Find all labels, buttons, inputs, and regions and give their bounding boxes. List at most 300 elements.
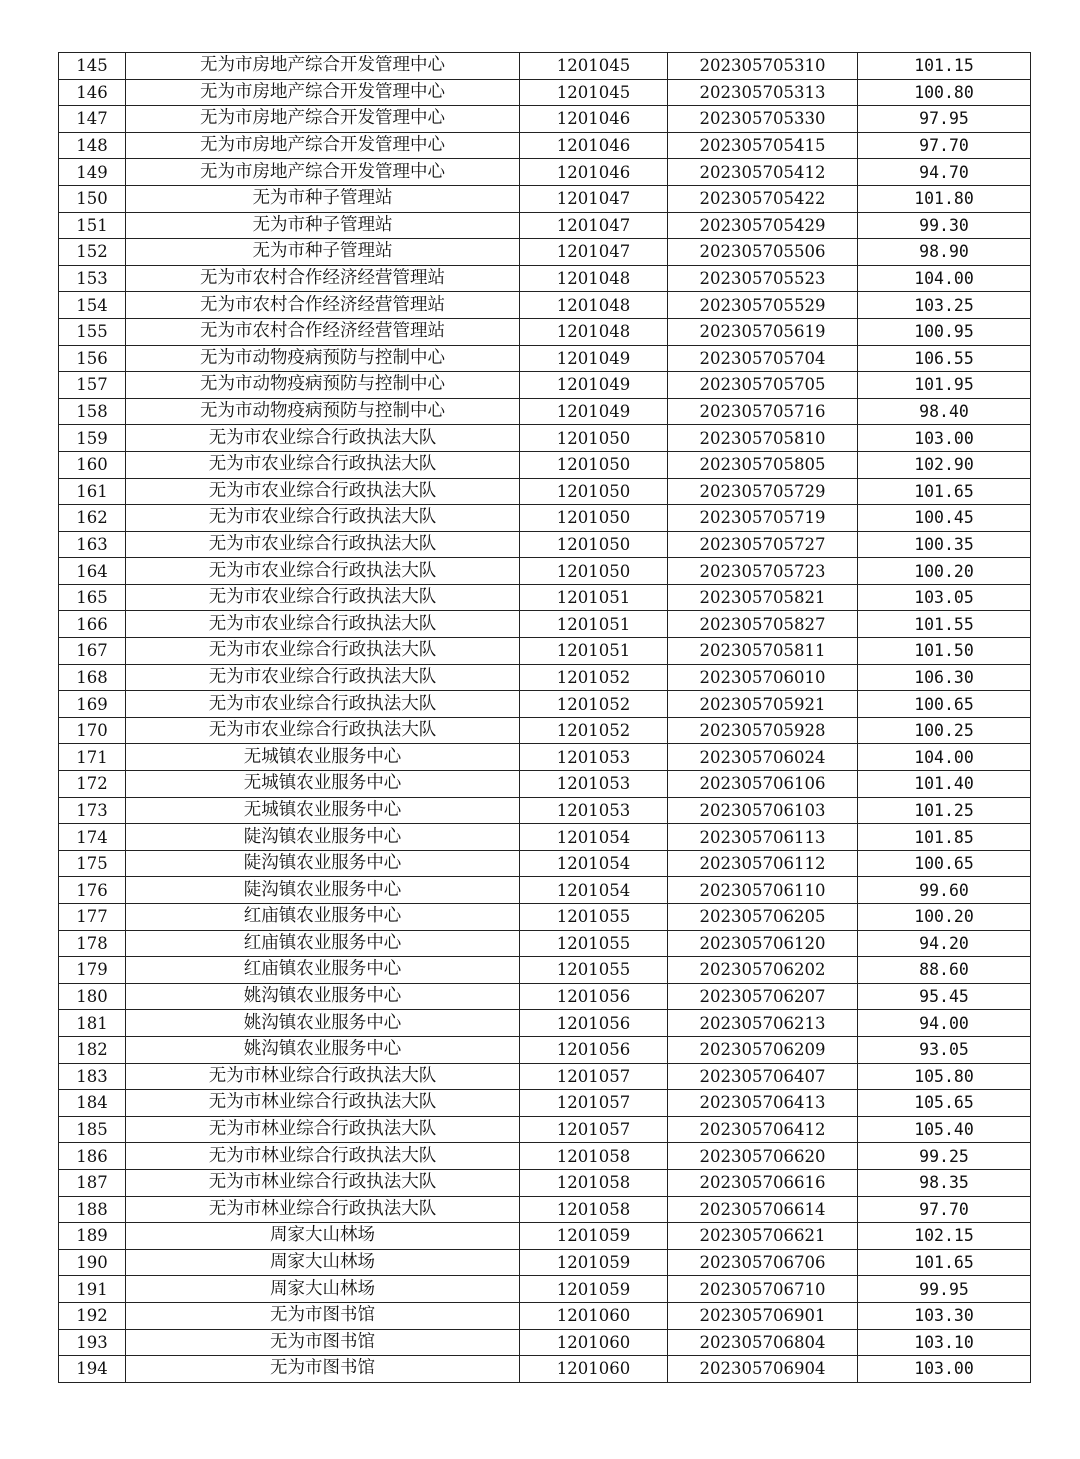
row-number-cell: 146 (59, 79, 126, 106)
position-code-cell: 1201059 (520, 1249, 668, 1276)
exam-number-cell: 202305706112 (668, 850, 858, 877)
unit-name-cell: 周家大山林场 (126, 1276, 520, 1303)
table-row (59, 904, 1031, 931)
table-row (59, 558, 1031, 585)
unit-name-cell: 无为市房地产综合开发管理中心 (126, 159, 520, 186)
exam-number-cell: 202305705310 (668, 53, 858, 80)
exam-number-cell: 202305705412 (668, 159, 858, 186)
unit-name-cell: 无为市农业综合行政执法大队 (126, 664, 520, 691)
table-row (59, 1302, 1031, 1329)
results-table-body (59, 53, 1031, 1383)
unit-name-cell: 陡沟镇农业服务中心 (126, 824, 520, 851)
exam-number-cell: 202305705716 (668, 398, 858, 425)
table-row (59, 132, 1031, 159)
table-row (59, 1249, 1031, 1276)
table-row (59, 983, 1031, 1010)
position-code-cell: 1201050 (520, 478, 668, 505)
score-cell: 93.05 (858, 1036, 1031, 1063)
exam-number-cell: 202305706616 (668, 1169, 858, 1196)
unit-name-cell: 无为市农村合作经济经营管理站 (126, 292, 520, 319)
unit-name-cell: 红庙镇农业服务中心 (126, 904, 520, 931)
unit-name-cell: 无为市农业综合行政执法大队 (126, 611, 520, 638)
table-row (59, 824, 1031, 851)
table-row (59, 1090, 1031, 1117)
position-code-cell: 1201054 (520, 824, 668, 851)
position-code-cell: 1201048 (520, 265, 668, 292)
position-code-cell: 1201057 (520, 1116, 668, 1143)
score-cell: 101.50 (858, 638, 1031, 665)
unit-name-cell: 无为市房地产综合开发管理中心 (126, 53, 520, 80)
unit-name-cell: 无为市林业综合行政执法大队 (126, 1063, 520, 1090)
table-row (59, 425, 1031, 452)
score-cell: 103.30 (858, 1302, 1031, 1329)
unit-name-cell: 无为市农业综合行政执法大队 (126, 451, 520, 478)
exam-number-cell: 202305705506 (668, 239, 858, 266)
score-cell: 101.40 (858, 771, 1031, 798)
row-number-cell: 161 (59, 478, 126, 505)
table-row (59, 1169, 1031, 1196)
row-number-cell: 169 (59, 691, 126, 718)
score-cell: 99.95 (858, 1276, 1031, 1303)
exam-number-cell: 202305705928 (668, 717, 858, 744)
row-number-cell: 147 (59, 106, 126, 133)
table-row (59, 185, 1031, 212)
position-code-cell: 1201052 (520, 717, 668, 744)
position-code-cell: 1201050 (520, 425, 668, 452)
exam-number-cell: 202305705727 (668, 531, 858, 558)
score-cell: 98.90 (858, 239, 1031, 266)
row-number-cell: 154 (59, 292, 126, 319)
row-number-cell: 163 (59, 531, 126, 558)
position-code-cell: 1201049 (520, 398, 668, 425)
score-cell: 100.20 (858, 904, 1031, 931)
position-code-cell: 1201058 (520, 1143, 668, 1170)
row-number-cell: 190 (59, 1249, 126, 1276)
unit-name-cell: 无为市林业综合行政执法大队 (126, 1196, 520, 1223)
exam-number-cell: 202305705704 (668, 345, 858, 372)
row-number-cell: 151 (59, 212, 126, 239)
unit-name-cell: 无为市农业综合行政执法大队 (126, 531, 520, 558)
row-number-cell: 148 (59, 132, 126, 159)
row-number-cell: 185 (59, 1116, 126, 1143)
table-row (59, 930, 1031, 957)
table-row (59, 531, 1031, 558)
table-row (59, 638, 1031, 665)
score-cell: 103.25 (858, 292, 1031, 319)
position-code-cell: 1201060 (520, 1329, 668, 1356)
exam-number-cell: 202305706120 (668, 930, 858, 957)
table-row (59, 1116, 1031, 1143)
row-number-cell: 166 (59, 611, 126, 638)
row-number-cell: 170 (59, 717, 126, 744)
score-cell: 98.40 (858, 398, 1031, 425)
unit-name-cell: 陡沟镇农业服务中心 (126, 850, 520, 877)
position-code-cell: 1201051 (520, 638, 668, 665)
score-cell: 97.70 (858, 132, 1031, 159)
row-number-cell: 181 (59, 1010, 126, 1037)
unit-name-cell: 无为市农业综合行政执法大队 (126, 505, 520, 532)
score-cell: 100.95 (858, 318, 1031, 345)
unit-name-cell: 无为市动物疫病预防与控制中心 (126, 372, 520, 399)
unit-name-cell: 无为市农业综合行政执法大队 (126, 558, 520, 585)
unit-name-cell: 无为市林业综合行政执法大队 (126, 1169, 520, 1196)
score-cell: 100.20 (858, 558, 1031, 585)
table-row (59, 212, 1031, 239)
position-code-cell: 1201051 (520, 611, 668, 638)
score-cell: 101.95 (858, 372, 1031, 399)
row-number-cell: 175 (59, 850, 126, 877)
unit-name-cell: 无为市农村合作经济经营管理站 (126, 265, 520, 292)
table-row (59, 1223, 1031, 1250)
score-cell: 104.00 (858, 265, 1031, 292)
table-row (59, 1329, 1031, 1356)
table-row (59, 1010, 1031, 1037)
unit-name-cell: 无为市林业综合行政执法大队 (126, 1090, 520, 1117)
exam-number-cell: 202305706202 (668, 957, 858, 984)
row-number-cell: 174 (59, 824, 126, 851)
position-code-cell: 1201047 (520, 239, 668, 266)
score-cell: 98.35 (858, 1169, 1031, 1196)
unit-name-cell: 红庙镇农业服务中心 (126, 957, 520, 984)
position-code-cell: 1201053 (520, 771, 668, 798)
exam-number-cell: 202305706010 (668, 664, 858, 691)
position-code-cell: 1201050 (520, 531, 668, 558)
score-cell: 94.20 (858, 930, 1031, 957)
unit-name-cell: 无为市动物疫病预防与控制中心 (126, 345, 520, 372)
position-code-cell: 1201052 (520, 691, 668, 718)
unit-name-cell: 无为市种子管理站 (126, 185, 520, 212)
row-number-cell: 157 (59, 372, 126, 399)
score-cell: 106.55 (858, 345, 1031, 372)
score-cell: 103.10 (858, 1329, 1031, 1356)
table-row (59, 1143, 1031, 1170)
table-row (59, 505, 1031, 532)
unit-name-cell: 无为市农业综合行政执法大队 (126, 638, 520, 665)
unit-name-cell: 无为市林业综合行政执法大队 (126, 1143, 520, 1170)
exam-number-cell: 202305706205 (668, 904, 858, 931)
unit-name-cell: 无为市房地产综合开发管理中心 (126, 106, 520, 133)
results-table (58, 52, 1031, 1383)
unit-name-cell: 姚沟镇农业服务中心 (126, 983, 520, 1010)
exam-number-cell: 202305706103 (668, 797, 858, 824)
exam-number-cell: 202305706621 (668, 1223, 858, 1250)
unit-name-cell: 周家大山林场 (126, 1249, 520, 1276)
score-cell: 106.30 (858, 664, 1031, 691)
exam-number-cell: 202305706209 (668, 1036, 858, 1063)
exam-number-cell: 202305705619 (668, 318, 858, 345)
table-row (59, 265, 1031, 292)
unit-name-cell: 无城镇农业服务中心 (126, 744, 520, 771)
unit-name-cell: 无为市农业综合行政执法大队 (126, 717, 520, 744)
exam-number-cell: 202305705330 (668, 106, 858, 133)
score-cell: 94.70 (858, 159, 1031, 186)
score-cell: 99.60 (858, 877, 1031, 904)
unit-name-cell: 无为市房地产综合开发管理中心 (126, 132, 520, 159)
table-row (59, 372, 1031, 399)
score-cell: 97.95 (858, 106, 1031, 133)
row-number-cell: 149 (59, 159, 126, 186)
row-number-cell: 171 (59, 744, 126, 771)
row-number-cell: 194 (59, 1356, 126, 1383)
unit-name-cell: 陡沟镇农业服务中心 (126, 877, 520, 904)
table-row (59, 478, 1031, 505)
position-code-cell: 1201055 (520, 930, 668, 957)
score-cell: 101.65 (858, 478, 1031, 505)
table-row (59, 797, 1031, 824)
score-cell: 88.60 (858, 957, 1031, 984)
unit-name-cell: 无为市房地产综合开发管理中心 (126, 79, 520, 106)
position-code-cell: 1201058 (520, 1196, 668, 1223)
position-code-cell: 1201050 (520, 451, 668, 478)
unit-name-cell: 无为市种子管理站 (126, 239, 520, 266)
exam-number-cell: 202305706804 (668, 1329, 858, 1356)
table-row (59, 877, 1031, 904)
position-code-cell: 1201050 (520, 558, 668, 585)
exam-number-cell: 202305705729 (668, 478, 858, 505)
table-row (59, 1356, 1031, 1383)
row-number-cell: 183 (59, 1063, 126, 1090)
exam-number-cell: 202305706614 (668, 1196, 858, 1223)
unit-name-cell: 无为市农业综合行政执法大队 (126, 478, 520, 505)
table-row (59, 451, 1031, 478)
position-code-cell: 1201046 (520, 132, 668, 159)
table-row (59, 691, 1031, 718)
position-code-cell: 1201056 (520, 1036, 668, 1063)
unit-name-cell: 无为市图书馆 (126, 1329, 520, 1356)
table-row (59, 398, 1031, 425)
exam-number-cell: 202305705719 (668, 505, 858, 532)
position-code-cell: 1201060 (520, 1302, 668, 1329)
unit-name-cell: 无为市农业综合行政执法大队 (126, 691, 520, 718)
row-number-cell: 187 (59, 1169, 126, 1196)
exam-number-cell: 202305706901 (668, 1302, 858, 1329)
exam-number-cell: 202305706207 (668, 983, 858, 1010)
row-number-cell: 150 (59, 185, 126, 212)
row-number-cell: 189 (59, 1223, 126, 1250)
score-cell: 101.80 (858, 185, 1031, 212)
table-row (59, 1063, 1031, 1090)
table-row (59, 239, 1031, 266)
unit-name-cell: 姚沟镇农业服务中心 (126, 1036, 520, 1063)
position-code-cell: 1201057 (520, 1090, 668, 1117)
row-number-cell: 165 (59, 584, 126, 611)
exam-number-cell: 202305706407 (668, 1063, 858, 1090)
unit-name-cell: 无为市农业综合行政执法大队 (126, 584, 520, 611)
unit-name-cell: 红庙镇农业服务中心 (126, 930, 520, 957)
table-row (59, 318, 1031, 345)
exam-number-cell: 202305705529 (668, 292, 858, 319)
row-number-cell: 180 (59, 983, 126, 1010)
exam-number-cell: 202305705313 (668, 79, 858, 106)
table-row (59, 159, 1031, 186)
score-cell: 97.70 (858, 1196, 1031, 1223)
row-number-cell: 164 (59, 558, 126, 585)
score-cell: 105.65 (858, 1090, 1031, 1117)
position-code-cell: 1201054 (520, 850, 668, 877)
position-code-cell: 1201045 (520, 79, 668, 106)
score-cell: 104.00 (858, 744, 1031, 771)
row-number-cell: 152 (59, 239, 126, 266)
score-cell: 103.00 (858, 425, 1031, 452)
row-number-cell: 168 (59, 664, 126, 691)
score-cell: 101.25 (858, 797, 1031, 824)
score-cell: 105.80 (858, 1063, 1031, 1090)
exam-number-cell: 202305706706 (668, 1249, 858, 1276)
row-number-cell: 156 (59, 345, 126, 372)
row-number-cell: 159 (59, 425, 126, 452)
row-number-cell: 160 (59, 451, 126, 478)
score-cell: 100.25 (858, 717, 1031, 744)
position-code-cell: 1201048 (520, 292, 668, 319)
position-code-cell: 1201051 (520, 584, 668, 611)
exam-number-cell: 202305706710 (668, 1276, 858, 1303)
score-cell: 94.00 (858, 1010, 1031, 1037)
unit-name-cell: 姚沟镇农业服务中心 (126, 1010, 520, 1037)
exam-number-cell: 202305706412 (668, 1116, 858, 1143)
unit-name-cell: 无为市林业综合行政执法大队 (126, 1116, 520, 1143)
row-number-cell: 179 (59, 957, 126, 984)
row-number-cell: 145 (59, 53, 126, 80)
unit-name-cell: 无为市动物疫病预防与控制中心 (126, 398, 520, 425)
table-row (59, 584, 1031, 611)
position-code-cell: 1201045 (520, 53, 668, 80)
exam-number-cell: 202305705429 (668, 212, 858, 239)
exam-number-cell: 202305705523 (668, 265, 858, 292)
position-code-cell: 1201054 (520, 877, 668, 904)
exam-number-cell: 202305705921 (668, 691, 858, 718)
exam-number-cell: 202305706106 (668, 771, 858, 798)
exam-number-cell: 202305705422 (668, 185, 858, 212)
unit-name-cell: 周家大山林场 (126, 1223, 520, 1250)
position-code-cell: 1201055 (520, 957, 668, 984)
score-cell: 100.45 (858, 505, 1031, 532)
score-cell: 102.15 (858, 1223, 1031, 1250)
position-code-cell: 1201046 (520, 159, 668, 186)
exam-number-cell: 202305705805 (668, 451, 858, 478)
position-code-cell: 1201059 (520, 1223, 668, 1250)
position-code-cell: 1201053 (520, 744, 668, 771)
row-number-cell: 192 (59, 1302, 126, 1329)
table-row (59, 292, 1031, 319)
unit-name-cell: 无城镇农业服务中心 (126, 797, 520, 824)
table-row (59, 1196, 1031, 1223)
exam-number-cell: 202305705705 (668, 372, 858, 399)
position-code-cell: 1201056 (520, 983, 668, 1010)
unit-name-cell: 无为市图书馆 (126, 1302, 520, 1329)
table-row (59, 1036, 1031, 1063)
exam-number-cell: 202305705810 (668, 425, 858, 452)
unit-name-cell: 无为市农村合作经济经营管理站 (126, 318, 520, 345)
score-cell: 102.90 (858, 451, 1031, 478)
row-number-cell: 184 (59, 1090, 126, 1117)
score-cell: 105.40 (858, 1116, 1031, 1143)
exam-number-cell: 202305706110 (668, 877, 858, 904)
exam-number-cell: 202305705723 (668, 558, 858, 585)
table-row (59, 744, 1031, 771)
exam-number-cell: 202305705827 (668, 611, 858, 638)
position-code-cell: 1201056 (520, 1010, 668, 1037)
score-cell: 101.55 (858, 611, 1031, 638)
table-row (59, 345, 1031, 372)
row-number-cell: 173 (59, 797, 126, 824)
score-cell: 99.30 (858, 212, 1031, 239)
row-number-cell: 153 (59, 265, 126, 292)
row-number-cell: 167 (59, 638, 126, 665)
table-row (59, 611, 1031, 638)
table-row (59, 717, 1031, 744)
table-row (59, 106, 1031, 133)
exam-number-cell: 202305706024 (668, 744, 858, 771)
position-code-cell: 1201048 (520, 318, 668, 345)
score-cell: 100.35 (858, 531, 1031, 558)
unit-name-cell: 无为市图书馆 (126, 1356, 520, 1383)
position-code-cell: 1201055 (520, 904, 668, 931)
position-code-cell: 1201050 (520, 505, 668, 532)
row-number-cell: 178 (59, 930, 126, 957)
table-row (59, 957, 1031, 984)
unit-name-cell: 无城镇农业服务中心 (126, 771, 520, 798)
table-row (59, 1276, 1031, 1303)
position-code-cell: 1201047 (520, 185, 668, 212)
exam-number-cell: 202305706620 (668, 1143, 858, 1170)
row-number-cell: 186 (59, 1143, 126, 1170)
score-cell: 103.00 (858, 1356, 1031, 1383)
position-code-cell: 1201047 (520, 212, 668, 239)
exam-number-cell: 202305705821 (668, 584, 858, 611)
exam-number-cell: 202305705811 (668, 638, 858, 665)
table-row (59, 79, 1031, 106)
position-code-cell: 1201049 (520, 372, 668, 399)
score-cell: 95.45 (858, 983, 1031, 1010)
score-cell: 99.25 (858, 1143, 1031, 1170)
row-number-cell: 158 (59, 398, 126, 425)
table-row (59, 771, 1031, 798)
table-row (59, 53, 1031, 80)
row-number-cell: 177 (59, 904, 126, 931)
score-cell: 101.85 (858, 824, 1031, 851)
exam-number-cell: 202305706413 (668, 1090, 858, 1117)
row-number-cell: 193 (59, 1329, 126, 1356)
score-cell: 103.05 (858, 584, 1031, 611)
position-code-cell: 1201046 (520, 106, 668, 133)
row-number-cell: 191 (59, 1276, 126, 1303)
position-code-cell: 1201057 (520, 1063, 668, 1090)
exam-number-cell: 202305706113 (668, 824, 858, 851)
unit-name-cell: 无为市种子管理站 (126, 212, 520, 239)
exam-number-cell: 202305706904 (668, 1356, 858, 1383)
position-code-cell: 1201058 (520, 1169, 668, 1196)
row-number-cell: 172 (59, 771, 126, 798)
row-number-cell: 155 (59, 318, 126, 345)
position-code-cell: 1201049 (520, 345, 668, 372)
position-code-cell: 1201060 (520, 1356, 668, 1383)
score-cell: 100.65 (858, 691, 1031, 718)
row-number-cell: 182 (59, 1036, 126, 1063)
row-number-cell: 162 (59, 505, 126, 532)
exam-number-cell: 202305706213 (668, 1010, 858, 1037)
table-row (59, 850, 1031, 877)
position-code-cell: 1201059 (520, 1276, 668, 1303)
score-cell: 100.65 (858, 850, 1031, 877)
row-number-cell: 188 (59, 1196, 126, 1223)
unit-name-cell: 无为市农业综合行政执法大队 (126, 425, 520, 452)
position-code-cell: 1201053 (520, 797, 668, 824)
score-cell: 101.15 (858, 53, 1031, 80)
row-number-cell: 176 (59, 877, 126, 904)
position-code-cell: 1201052 (520, 664, 668, 691)
score-cell: 101.65 (858, 1249, 1031, 1276)
score-cell: 100.80 (858, 79, 1031, 106)
